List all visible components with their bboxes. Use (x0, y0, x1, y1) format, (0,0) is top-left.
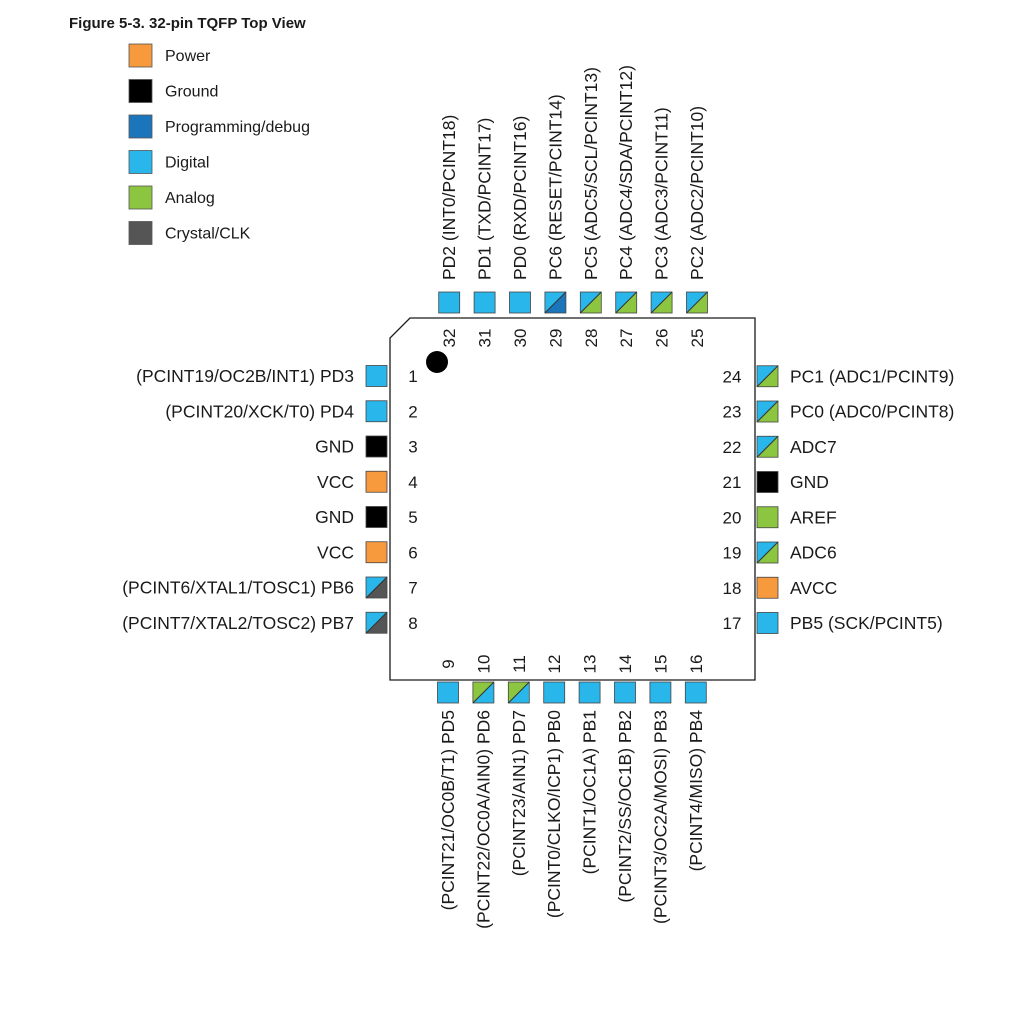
pin-label-11: (PCINT23/AIN1) PD7 (508, 710, 529, 877)
pin-11 (508, 655, 529, 876)
pin-number-30: 30 (511, 328, 530, 348)
pin-number-10: 10 (474, 654, 494, 674)
legend-label-power: Power (165, 48, 211, 65)
pin-number-27: 27 (617, 328, 637, 348)
legend-label-ground: Ground (165, 83, 219, 101)
pin-pad (615, 682, 636, 703)
pin-pad (366, 366, 387, 387)
pin-10 (473, 655, 494, 929)
pin-label-3: GND (315, 436, 354, 457)
pin-number-11: 11 (509, 655, 529, 673)
pin-15 (650, 655, 671, 924)
pin-24 (723, 366, 955, 387)
pin-label-26: PC3 (ADC3/PCINT11) (651, 107, 672, 280)
pin-number-20: 20 (722, 508, 742, 528)
pin-9 (438, 659, 459, 910)
pin-22 (723, 436, 837, 457)
pin-label-15: (PCINT3/OC2A/MOSI) PB3 (650, 710, 671, 924)
pin-number-32: 32 (440, 328, 460, 348)
pin-number-6: 6 (408, 543, 418, 563)
legend-swatch-analog (129, 186, 152, 209)
pin-number-19: 19 (722, 543, 742, 563)
pin-number-28: 28 (581, 328, 601, 348)
pin-number-22: 22 (722, 437, 742, 457)
legend-label-digital: Digital (165, 154, 210, 172)
pin-label-27: PC4 (ADC4/SDA/PCINT12) (616, 65, 637, 280)
pin-label-19: ADC6 (790, 542, 837, 563)
pin-label-16: (PCINT4/MISO) PB4 (685, 710, 706, 872)
legend-label-clk: Crystal/CLK (165, 225, 251, 243)
pin-number-12: 12 (545, 654, 565, 674)
legend-label-prog: Programming/debug (165, 119, 310, 136)
pin-label-17: PB5 (SCK/PCINT5) (790, 613, 943, 633)
pin-number-3: 3 (408, 437, 418, 457)
pin-pad (366, 507, 387, 528)
pin-label-13: (PCINT1/OC1A) PB1 (579, 710, 600, 875)
pin-label-4: VCC (317, 471, 354, 492)
pin-23 (723, 401, 955, 422)
pin-pad (366, 401, 387, 422)
pin-pad (650, 682, 671, 703)
pin-pad (366, 436, 387, 457)
pin-27 (616, 65, 637, 347)
legend-swatch-clk (129, 222, 152, 245)
pin-label-22: ADC7 (790, 436, 837, 457)
pin-20 (723, 507, 837, 528)
pin-13 (579, 655, 600, 875)
pin-pad (757, 613, 778, 634)
legend-swatch-ground (129, 80, 152, 103)
pin-7 (122, 577, 418, 598)
pin-pad (757, 507, 778, 528)
pin-number-4: 4 (408, 472, 418, 492)
pin-pad (474, 292, 495, 313)
pin-pad (757, 577, 778, 598)
pin-number-5: 5 (408, 508, 418, 527)
pin-label-7: (PCINT6/XTAL1/TOSC1) PB6 (122, 577, 354, 598)
pin-number-21: 21 (722, 473, 742, 492)
pin-label-10: (PCINT22/OC0A/AIN0) PD6 (473, 710, 494, 929)
pin-number-15: 15 (651, 654, 671, 674)
legend-label-analog: Analog (165, 190, 215, 207)
pin-number-13: 13 (580, 654, 600, 674)
pin-31 (474, 118, 495, 348)
pin-pad (366, 542, 387, 563)
pin-label-5: GND (315, 507, 354, 527)
pin-number-23: 23 (722, 402, 742, 422)
pin-pad (579, 682, 600, 703)
pin-label-12: (PCINT0/CLKO/ICP1) PB0 (544, 710, 565, 919)
pin-number-7: 7 (408, 578, 418, 598)
pin-number-31: 31 (475, 328, 495, 348)
pin-label-31: PD1 (TXD/PCINT17) (474, 117, 495, 280)
chip-package-outline (390, 318, 755, 680)
pin-number-26: 26 (652, 328, 672, 348)
pin-label-32: PD2 (INT0/PCINT18) (439, 114, 460, 280)
figure-title: Figure 5-3. 32-pin TQFP Top View (69, 15, 306, 32)
pin-25 (687, 106, 708, 348)
pin-14 (615, 655, 636, 903)
pin-label-2: (PCINT20/XCK/T0) PD4 (165, 401, 354, 422)
pin-2 (165, 401, 417, 422)
pin-18 (723, 577, 838, 598)
pin-label-30: PD0 (RXD/PCINT16) (510, 115, 530, 280)
pin-29 (545, 94, 566, 347)
pin-number-8: 8 (408, 613, 418, 633)
pin-label-25: PC2 (ADC2/PCINT10) (687, 105, 707, 280)
pin-26 (651, 107, 672, 347)
pin-32 (439, 115, 460, 348)
pin-label-18: AVCC (790, 577, 838, 598)
pin-1 (136, 366, 418, 387)
pin-number-9: 9 (439, 659, 458, 669)
pin-pad (685, 682, 706, 703)
pin-label-23: PC0 (ADC0/PCINT8) (790, 401, 955, 422)
pin-19 (723, 542, 837, 563)
pin-pad (439, 292, 460, 313)
pin-number-29: 29 (546, 328, 566, 348)
pin-label-21: GND (790, 472, 829, 492)
legend (129, 44, 310, 245)
pin-number-24: 24 (722, 367, 742, 387)
pin-label-6: VCC (317, 542, 354, 563)
pin-label-8: (PCINT7/XTAL2/TOSC2) PB7 (122, 612, 354, 633)
pin-label-28: PC5 (ADC5/SCL/PCINT13) (580, 67, 601, 280)
pin1-orientation-dot (426, 351, 448, 373)
pin-number-14: 14 (616, 654, 635, 674)
pin-label-29: PC6 (RESET/PCINT14) (545, 94, 566, 280)
pin-8 (122, 612, 418, 633)
pin-number-1: 1 (408, 367, 418, 386)
pin-number-17: 17 (722, 614, 742, 633)
pin-number-18: 18 (722, 578, 742, 598)
legend-swatch-power (129, 44, 152, 67)
pin-30 (510, 116, 531, 348)
pin-label-24: PC1 (ADC1/PCINT9) (790, 366, 955, 387)
legend-swatch-prog (129, 115, 152, 138)
pin-label-9: (PCINT21/OC0B/T1) PD5 (438, 710, 458, 911)
pin-label-1: (PCINT19/OC2B/INT1) PD3 (136, 366, 354, 386)
pin-pad (366, 471, 387, 492)
pin-label-20: AREF (790, 507, 837, 528)
legend-swatch-digital (129, 151, 152, 174)
pin-number-2: 2 (408, 402, 418, 422)
pin-21 (723, 472, 829, 493)
pin-number-25: 25 (688, 328, 707, 348)
pin-28 (580, 67, 601, 347)
pin-pad (544, 682, 565, 703)
pin-16 (685, 655, 706, 872)
pin-pad (510, 292, 531, 313)
pin-pad (757, 472, 778, 493)
pin-label-14: (PCINT2/SS/OC1B) PB2 (615, 710, 635, 903)
pin-12 (544, 655, 565, 919)
pin-pad (438, 682, 459, 703)
pin-number-16: 16 (686, 654, 706, 674)
